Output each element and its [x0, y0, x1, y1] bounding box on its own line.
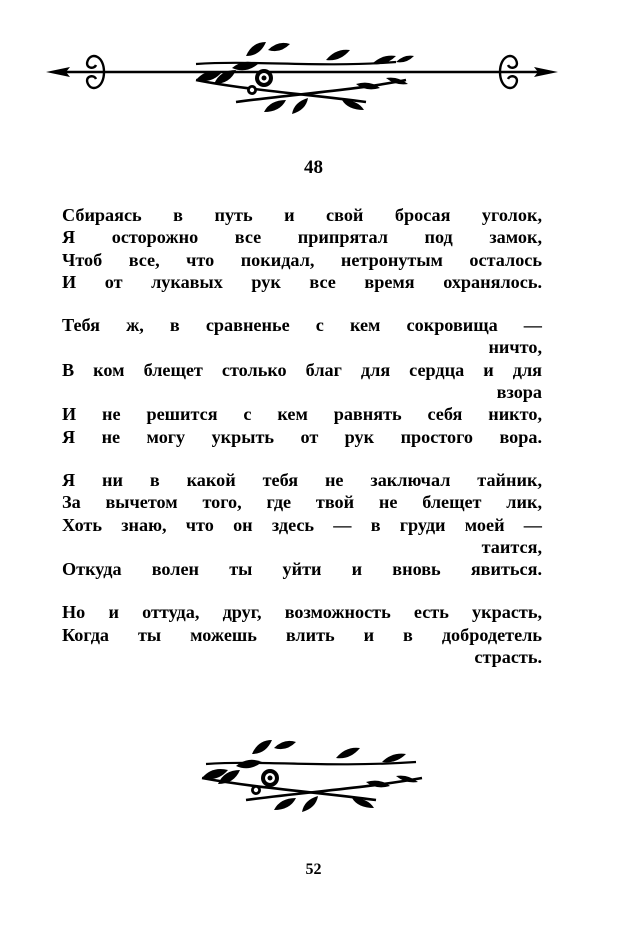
verse-line: Хоть знаю, что он здесь — в груди моей —: [62, 514, 542, 535]
stanza: [62, 601, 542, 668]
page-number: 52: [305, 861, 322, 878]
verse-line: Но и оттуда, друг, возможность есть украсть,: [62, 602, 542, 623]
verse-line: Сбираясь в путь и свой бросая уголок,: [62, 205, 542, 225]
verse-line: Я ни в какой тебя не заключал тайник,: [62, 469, 542, 490]
stanza: [62, 469, 542, 580]
verse-line-overflow: таится,: [481, 536, 542, 557]
floral-sprig-ornament-icon: [196, 738, 428, 814]
verse-line: Я осторожно все припрятал под замок,: [62, 227, 542, 248]
stanza: [62, 204, 542, 293]
verse-line: Когда ты можешь влить и в добродетель: [62, 624, 542, 645]
verse-line: Откуда волен ты уйти и вновь явиться.: [62, 559, 542, 580]
floral-rule-ornament-icon: [46, 38, 558, 114]
verse-line-overflow: страсть.: [474, 647, 542, 668]
verse-line: Чтоб все, что покидал, нетронутым осталось: [62, 249, 542, 270]
poem-number: 48: [304, 157, 323, 178]
verse-line: В ком блещет столько благ для сердца и для: [62, 359, 542, 380]
poem-body: [62, 204, 542, 689]
verse-line: И не решится с кем равнять себя никто,: [62, 404, 542, 425]
verse-line: За вычетом того, где твой не блещет лик,: [62, 492, 542, 513]
verse-line: Я не могу укрыть от рук простого вора.: [62, 426, 542, 447]
verse-line-overflow: взора: [496, 382, 542, 403]
verse-line-overflow: ничто,: [488, 337, 542, 358]
verse-line: Тебя ж, в сравненье с кем сокровища —: [62, 315, 542, 336]
verse-line: И от лукавых рук все время охранялось.: [62, 271, 542, 292]
stanza: [62, 314, 542, 448]
